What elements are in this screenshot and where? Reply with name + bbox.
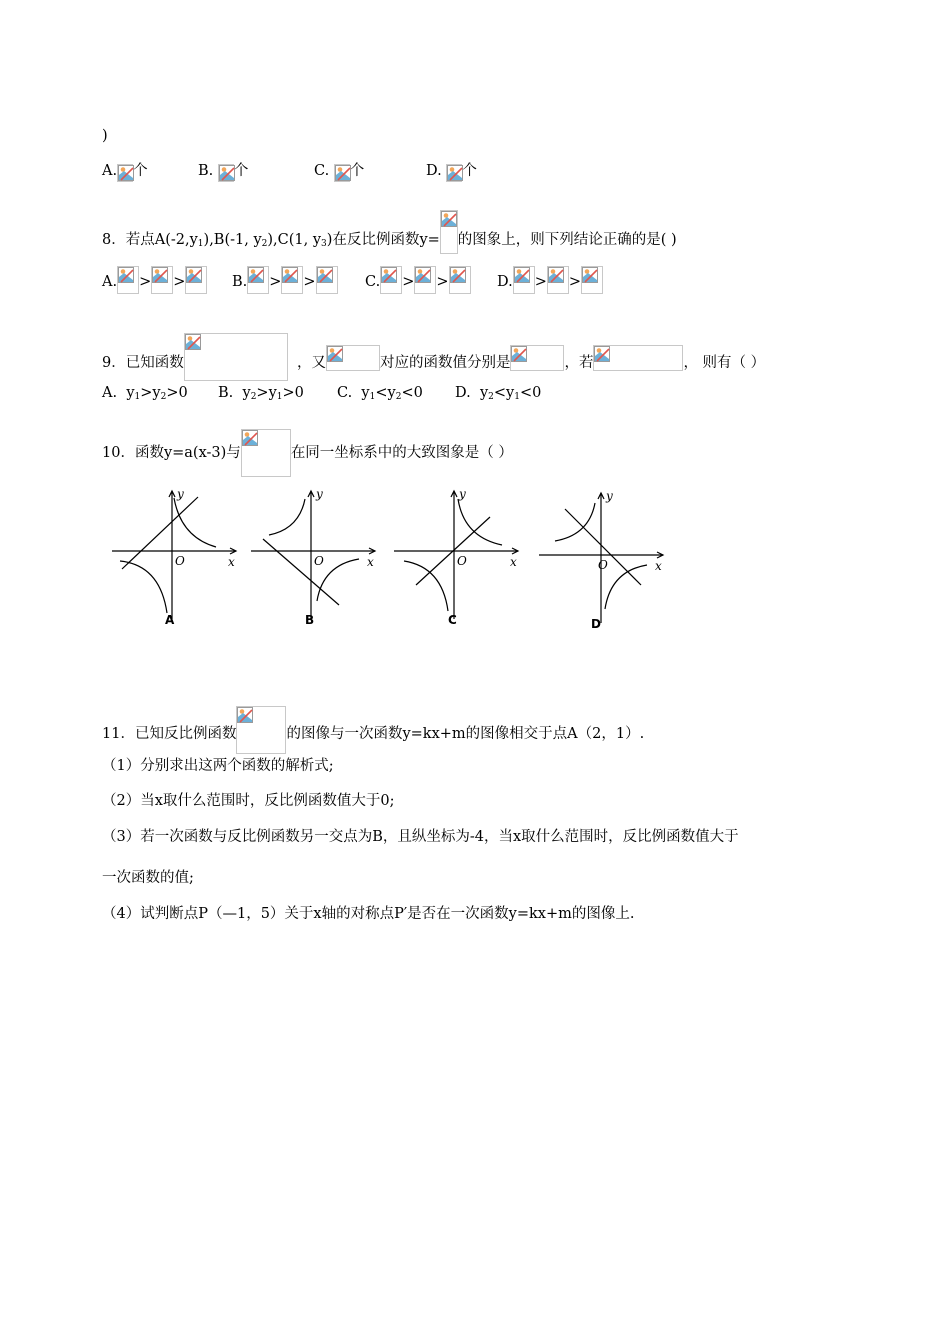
q7-option-c[interactable]: C. 个 (314, 160, 364, 182)
q10-stem: 10．函数y=a(x-3)与 在同一坐标系中的大致图象是（ ） (102, 429, 513, 477)
graph-option-b[interactable] (247, 485, 382, 630)
q8-option-d[interactable]: D. > > (497, 266, 603, 294)
broken-image-icon (236, 706, 286, 754)
axis-x-label: x (367, 555, 374, 569)
graph-option-a[interactable] (108, 485, 243, 630)
q8-option-c[interactable]: C. > > (365, 266, 471, 294)
graph-label: B (305, 613, 315, 627)
broken-image-icon (593, 345, 683, 371)
axis-y-label: y (459, 487, 466, 501)
q8-option-b[interactable]: B. > > (232, 266, 338, 294)
origin-label: O (175, 554, 185, 568)
q9-option-c[interactable]: C. $y_1<y_2<0$ (337, 385, 423, 402)
q9-option-a[interactable]: A. $y_1>y_2>0$ (102, 385, 188, 402)
q11-stem: 11．已知反比例函数 的图像与一次函数y=kx+m的图像相交于点A（2，1）. (102, 706, 644, 754)
broken-image-icon (334, 164, 350, 182)
broken-image-icon (380, 266, 402, 294)
graph-option-c[interactable] (390, 485, 525, 630)
q9-option-b[interactable]: B. $y_2>y_1>0$ (218, 385, 304, 402)
origin-label: O (457, 554, 467, 568)
graph-option-d[interactable] (535, 485, 670, 630)
axis-x-label: x (655, 559, 662, 573)
q11-part-1: （1）分别求出这两个函数的解析式; (102, 758, 334, 774)
graph-label: D (591, 617, 601, 631)
q9-option-d[interactable]: D. $y_2<y_1<0$ (455, 385, 542, 402)
axis-y-label: y (316, 487, 323, 501)
broken-image-icon (184, 333, 288, 381)
broken-image-icon (151, 266, 173, 294)
graph-label: C (448, 613, 457, 627)
broken-image-icon (414, 266, 436, 294)
broken-image-icon (326, 345, 380, 371)
broken-image-icon (241, 429, 291, 477)
q11-part-2: （2）当x取什么范围时，反比例函数值大于0; (102, 793, 395, 809)
q11-part-3: （3）若一次函数与反比例函数另一交点为B，且纵坐标为-4，当x取什么范围时，反比例函数值大于 (102, 829, 739, 845)
broken-image-icon (247, 266, 269, 294)
broken-image-icon (446, 164, 462, 182)
q7-option-a[interactable]: A. 个 (102, 160, 148, 182)
broken-image-icon (547, 266, 569, 294)
broken-image-icon (185, 266, 207, 294)
broken-image-icon (513, 266, 535, 294)
graph-label: A (165, 613, 175, 627)
q11-part-4: （4）试判断点P（—1，5）关于x轴的对称点P′是否在一次函数y=kx+m的图像上. (102, 906, 635, 922)
axis-x-label: x (510, 555, 517, 569)
broken-image-icon (281, 266, 303, 294)
broken-image-icon (449, 266, 471, 294)
broken-image-icon (440, 210, 458, 254)
q9-stem: 9．已知函数 ，又 对应的函数值分别是 ，若 ， 则有（ ） (102, 333, 765, 381)
origin-label: O (314, 554, 324, 568)
q11-part-3-cont: 一次函数的值; (102, 870, 194, 886)
q7-tail: ) (102, 128, 108, 144)
q7-option-b[interactable]: B. 个 (198, 160, 248, 182)
broken-image-icon (117, 164, 133, 182)
broken-image-icon (581, 266, 603, 294)
q7-option-d[interactable]: D. 个 (426, 160, 477, 182)
origin-label: O (598, 558, 608, 572)
broken-image-icon (117, 266, 139, 294)
q8-stem: 8．若点$A(-2,y_1),B(-1$, $y_2),C(1$, $y_3$)在反比例函数y= 的图象上，则下列结论正确的是( ) (102, 210, 677, 255)
axis-y-label: y (606, 489, 613, 503)
broken-image-icon (316, 266, 338, 294)
axis-x-label: x (228, 555, 235, 569)
broken-image-icon (218, 164, 234, 182)
broken-image-icon (510, 345, 564, 371)
q8-option-a[interactable]: A. > > (102, 266, 207, 294)
axis-y-label: y (177, 487, 184, 501)
